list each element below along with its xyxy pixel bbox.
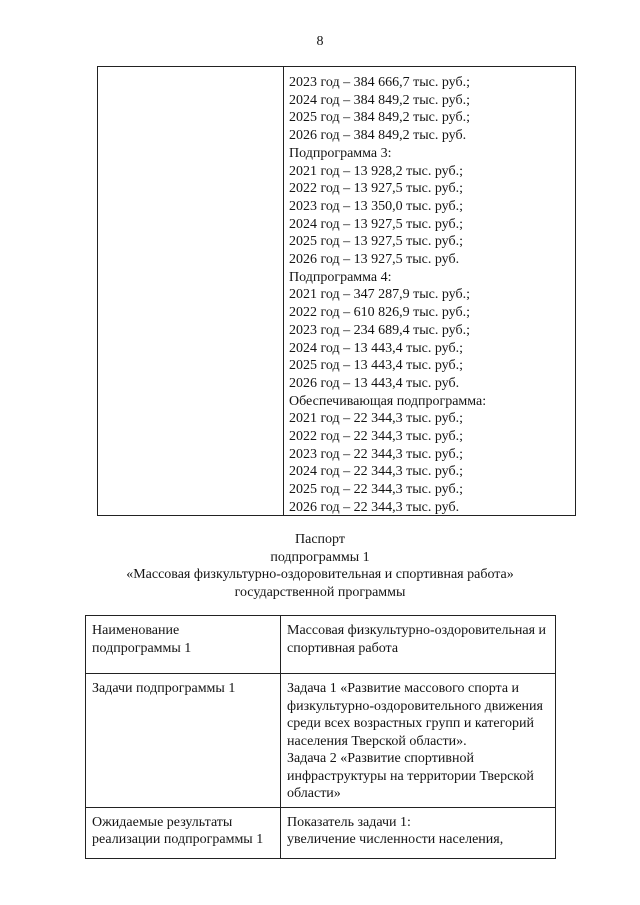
cell-line: увеличение численности населения,	[287, 832, 504, 847]
funding-line: 2026 год – 384 849,2 тыс. руб.	[289, 128, 467, 144]
cell-line: спортивная работа	[287, 640, 399, 656]
funding-table-label-cell	[98, 67, 284, 515]
subprogram-heading: Подпрограмма 4:	[289, 269, 392, 285]
row-value	[281, 807, 556, 858]
subprogram-heading: Подпрограмма 3:	[289, 145, 392, 161]
cell-line: Задача 2 «Развитие спортивной	[287, 751, 474, 766]
page-number: 8	[316, 34, 324, 49]
row-value	[281, 616, 556, 674]
cell-line: Наименование	[92, 623, 180, 638]
cell-line: реализации подпрограммы 1	[92, 832, 264, 847]
funding-line: 2026 год – 13 927,5 тыс. руб.	[289, 252, 460, 268]
funding-line: 2024 год – 22 344,3 тыс. руб.;	[289, 464, 463, 480]
funding-line: 2025 год – 13 927,5 тыс. руб.;	[289, 234, 463, 250]
cell-line: инфраструктуры на территории Тверской	[287, 768, 534, 784]
funding-line: 2022 год – 13 927,5 тыс. руб.;	[289, 181, 463, 197]
passport-table	[85, 615, 556, 859]
funding-line: 2022 год – 22 344,3 тыс. руб.;	[289, 429, 463, 445]
row-label	[86, 616, 281, 674]
heading-line: государственной программы	[234, 584, 406, 600]
funding-line: 2025 год – 22 344,3 тыс. руб.;	[289, 482, 463, 498]
funding-line: 2024 год – 13 927,5 тыс. руб.;	[289, 216, 463, 232]
subprogram-heading: Обеспечивающая подпрограмма:	[289, 393, 487, 409]
table-row	[86, 674, 556, 808]
heading-line: подпрограммы 1	[270, 549, 370, 565]
heading-line: «Массовая физкультурно-оздоровительная и спортивная работа»	[126, 567, 514, 582]
cell-line: физкультурно-оздоровительного движения	[287, 698, 543, 714]
funding-table-continuation	[97, 66, 576, 516]
funding-line: 2021 год – 347 287,9 тыс. руб.;	[289, 287, 470, 303]
funding-table-value-cell	[284, 67, 575, 515]
funding-line: 2025 год – 13 443,4 тыс. руб.;	[289, 358, 463, 374]
row-label	[86, 674, 281, 808]
funding-line: 2024 год – 13 443,4 тыс. руб.;	[289, 340, 463, 356]
passport-heading	[0, 531, 640, 601]
row-label	[86, 807, 281, 858]
cell-line: подпрограммы 1	[92, 640, 192, 656]
cell-line: области»	[287, 786, 341, 801]
funding-line: 2023 год – 13 350,0 тыс. руб.;	[289, 198, 463, 214]
funding-line: 2026 год – 22 344,3 тыс. руб.	[289, 499, 460, 515]
cell-line: Задачи подпрограммы 1	[92, 681, 236, 696]
cell-line: Задача 1 «Развитие массового спорта и	[287, 681, 520, 696]
funding-line: 2023 год – 384 666,7 тыс. руб.;	[289, 75, 470, 90]
heading-line: Паспорт	[295, 532, 345, 547]
cell-line: среди всех возрастных групп и категорий	[287, 716, 534, 731]
funding-line: 2023 год – 22 344,3 тыс. руб.;	[289, 446, 463, 462]
cell-line: Показатель задачи 1:	[287, 814, 411, 830]
cell-line: населения Тверской области».	[287, 733, 467, 749]
cell-line: Ожидаемые результаты	[92, 814, 233, 830]
row-value	[281, 674, 556, 808]
table-row	[86, 807, 556, 858]
funding-line: 2022 год – 610 826,9 тыс. руб.;	[289, 305, 470, 321]
funding-line: 2026 год – 13 443,4 тыс. руб.	[289, 375, 460, 391]
table-row	[86, 616, 556, 674]
funding-line: 2023 год – 234 689,4 тыс. руб.;	[289, 322, 470, 338]
cell-line: Массовая физкультурно-оздоровительная и	[287, 623, 547, 638]
funding-line: 2024 год – 384 849,2 тыс. руб.;	[289, 92, 470, 108]
funding-line: 2021 год – 13 928,2 тыс. руб.;	[289, 163, 463, 179]
funding-line: 2021 год – 22 344,3 тыс. руб.;	[289, 411, 463, 427]
funding-line: 2025 год – 384 849,2 тыс. руб.;	[289, 110, 470, 126]
